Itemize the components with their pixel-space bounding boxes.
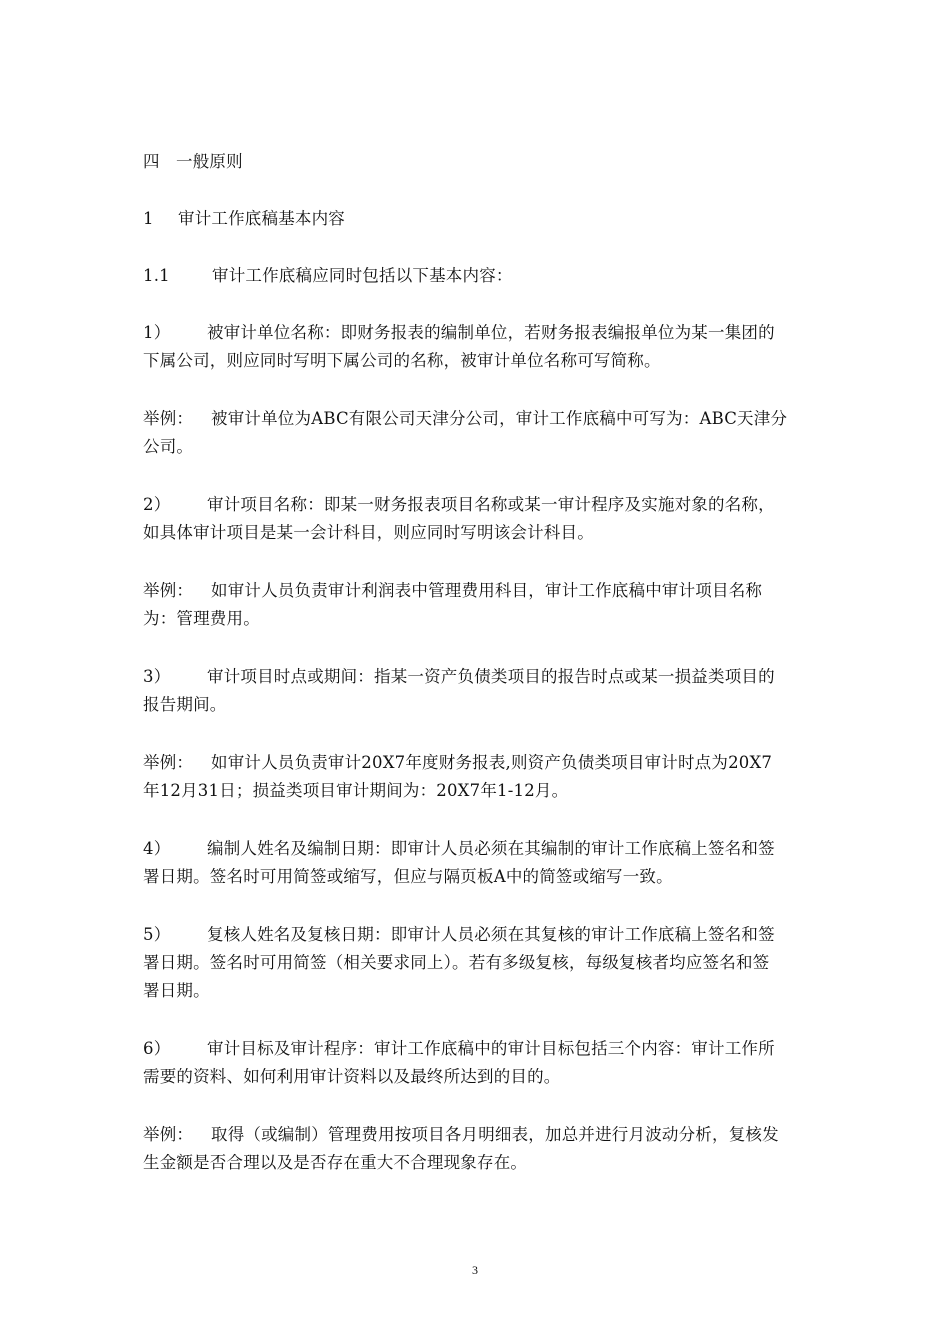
example-6-text: 取得（或编制）管理费用按项目各月明细表，加总并进行月波动分析，复核发 xyxy=(211,1125,779,1144)
example-2-line-2: 为：管理费用。 xyxy=(143,609,260,628)
item-2-line-1 xyxy=(143,495,775,515)
heading-text: 一般原则 xyxy=(176,152,243,171)
item-5-text: 复核人姓名及复核日期：即审计人员必须在其复核的审计工作底稿上签名和签 xyxy=(207,925,775,944)
example-1-line-1 xyxy=(143,409,787,429)
example-3-text: 如审计人员负责审计20X7年度财务报表,则资产负债类项目审计时点为20X7 xyxy=(211,753,773,772)
item-4-text: 编制人姓名及编制日期：即审计人员必须在其编制的审计工作底稿上签名和签 xyxy=(207,839,775,858)
section-title: 审计工作底稿基本内容 xyxy=(178,209,345,228)
item-5-number: 5） xyxy=(143,925,171,944)
item-2-number: 2） xyxy=(143,495,171,514)
subsection-number: 1.1 xyxy=(143,266,170,285)
item-5-line-2: 署日期。签名时可用简签（相关要求同上）。若有多级复核，每级复核者均应签名和签 xyxy=(143,953,770,972)
section-line xyxy=(143,209,345,229)
item-5-line-1 xyxy=(143,925,775,945)
item-3-line-2: 报告期间。 xyxy=(143,695,227,714)
item-3-number: 3） xyxy=(143,667,171,686)
item-2-line-2: 如具体审计项目是某一会计科目，则应同时写明该会计科目。 xyxy=(143,523,594,542)
subsection-line xyxy=(143,266,513,286)
heading-line xyxy=(143,152,243,172)
item-4-number: 4） xyxy=(143,839,171,858)
item-1-number: 1） xyxy=(143,323,171,342)
example-1-text: 被审计单位为ABC有限公司天津分公司，审计工作底稿中可写为：ABC天津分 xyxy=(211,409,788,428)
example-3-line-1 xyxy=(143,753,772,773)
section-number: 1 xyxy=(143,209,154,228)
item-1-text: 被审计单位名称：即财务报表的编制单位，若财务报表编报单位为某一集团的 xyxy=(207,323,775,342)
heading-number: 四 xyxy=(143,152,160,171)
page-number: 3 xyxy=(472,1263,478,1277)
item-3-text: 审计项目时点或期间：指某一资产负债类项目的报告时点或某一损益类项目的 xyxy=(207,667,775,686)
item-6-line-1 xyxy=(143,1039,775,1059)
example-1-line-2: 公司。 xyxy=(143,437,194,456)
example-2-label: 举例： xyxy=(143,581,194,600)
item-4-line-1 xyxy=(143,839,775,859)
example-6-line-2: 生金额是否合理以及是否存在重大不合理现象存在。 xyxy=(143,1153,528,1172)
example-1-label: 举例： xyxy=(143,409,194,428)
item-1-line-2: 下属公司，则应同时写明下属公司的名称，被审计单位名称可写简称。 xyxy=(143,351,661,370)
item-2-text: 审计项目名称：即某一财务报表项目名称或某一审计程序及实施对象的名称， xyxy=(207,495,775,514)
subsection-text: 审计工作底稿应同时包括以下基本内容： xyxy=(212,266,513,285)
item-6-text: 审计目标及审计程序：审计工作底稿中的审计目标包括三个内容：审计工作所 xyxy=(207,1039,775,1058)
example-6-label: 举例： xyxy=(143,1125,194,1144)
item-6-line-2: 需要的资料、如何利用审计资料以及最终所达到的目的。 xyxy=(143,1067,561,1086)
example-2-text: 如审计人员负责审计利润表中管理费用科目，审计工作底稿中审计项目名称 xyxy=(211,581,763,600)
example-3-line-2: 年12月31日；损益类项目审计期间为：20X7年1-12月。 xyxy=(143,781,569,800)
item-5-line-3: 署日期。 xyxy=(143,981,210,1000)
example-2-line-1 xyxy=(143,581,762,601)
item-1-line-1 xyxy=(143,323,775,343)
example-3-label: 举例： xyxy=(143,753,194,772)
example-6-line-1 xyxy=(143,1125,779,1145)
item-3-line-1 xyxy=(143,667,775,687)
item-6-number: 6） xyxy=(143,1039,171,1058)
item-4-line-2: 署日期。签名时可用简签或缩写，但应与隔页板A中的简签或缩写一致。 xyxy=(143,867,673,886)
